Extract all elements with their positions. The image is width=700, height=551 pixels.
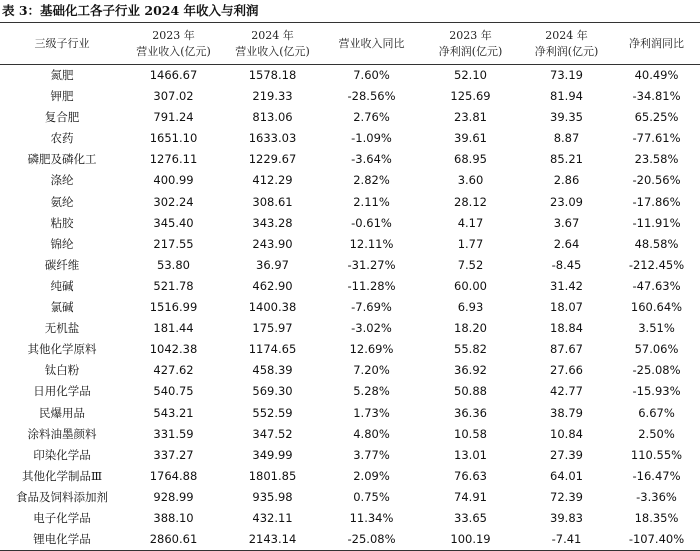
- revenue-2024: 349.99: [252, 447, 293, 462]
- revenue-yoy: -3.02%: [351, 321, 392, 336]
- table-row: [0, 128, 700, 149]
- profit-yoy: 3.51%: [638, 321, 675, 336]
- profit-2024: -7.41: [520, 529, 613, 551]
- profit-yoy: -107.40%: [613, 529, 700, 551]
- revenue-2024: 1400.38: [248, 300, 297, 315]
- revenue-2024: 1174.65: [248, 342, 297, 357]
- profit-yoy: 18.35%: [634, 510, 679, 525]
- profit-2024: 2.86: [553, 173, 580, 188]
- profit-2024: -8.45: [551, 257, 582, 272]
- subindustry-name: 氯碱: [50, 300, 74, 315]
- profit-2024: 85.21: [550, 152, 583, 167]
- header-line: 净利润(亿元): [534, 44, 599, 58]
- table-row: [0, 192, 700, 213]
- profit-2023: 1.77: [457, 236, 484, 251]
- header-line: 净利润同比: [629, 36, 684, 50]
- header-row: [0, 23, 700, 65]
- revenue-2024: 347.52: [252, 426, 293, 441]
- header-profit-2024: [520, 23, 613, 65]
- revenue-2023: 1042.38: [149, 342, 198, 357]
- revenue-yoy: -1.09%: [351, 131, 392, 146]
- profit-yoy: -25.08%: [632, 363, 681, 378]
- profit-yoy: -15.93%: [632, 384, 681, 399]
- revenue-yoy: -28.56%: [347, 89, 396, 104]
- revenue-2023: 331.59: [153, 426, 194, 441]
- profit-2023: 33.65: [454, 510, 487, 525]
- table-row: [0, 297, 700, 318]
- header-line: 营业收入(亿元): [235, 44, 310, 58]
- profit-2024: 81.94: [550, 89, 583, 104]
- subindustry-name: 碳纤维: [44, 257, 80, 272]
- table-row: [0, 65, 700, 87]
- revenue-2023: 1516.99: [149, 300, 198, 315]
- subindustry-name: 氨纶: [50, 194, 74, 209]
- profit-2023: 10.58: [454, 426, 487, 441]
- table-row: [0, 234, 700, 255]
- subindustry-name: 锂电化学品: [0, 529, 124, 551]
- revenue-yoy: 2.82%: [353, 173, 390, 188]
- revenue-2023: 427.62: [153, 363, 194, 378]
- table-row: [0, 445, 700, 466]
- profit-yoy: 40.49%: [634, 68, 679, 82]
- revenue-2023: 928.99: [153, 489, 194, 504]
- revenue-2023: 53.80: [157, 257, 190, 272]
- profit-2024: 27.66: [550, 363, 583, 378]
- table-row: [0, 170, 700, 191]
- subindustry-name: 农药: [50, 131, 74, 146]
- revenue-2023: 540.75: [153, 384, 194, 399]
- profit-2024: 64.01: [550, 468, 583, 483]
- profit-2024: 31.42: [550, 278, 583, 293]
- subindustry-name: 粘胶: [50, 215, 74, 230]
- revenue-yoy: -31.27%: [347, 257, 396, 272]
- header-line: 2024 年: [251, 28, 294, 42]
- table-row: [0, 318, 700, 339]
- revenue-yoy: 2.09%: [353, 468, 390, 483]
- revenue-2024: 175.97: [252, 321, 293, 336]
- table-row: [0, 276, 700, 297]
- profit-2023: 3.60: [457, 173, 484, 188]
- subindustry-name: 其他化学原料: [27, 342, 97, 357]
- profit-2023: 36.36: [454, 405, 487, 420]
- revenue-2023: 345.40: [153, 215, 194, 230]
- profit-yoy: -47.63%: [632, 278, 681, 293]
- profit-2024: 18.07: [550, 300, 583, 315]
- profit-yoy: 23.58%: [634, 152, 679, 167]
- profit-2023: 28.12: [454, 194, 487, 209]
- subindustry-name: 钛白粉: [44, 363, 80, 378]
- header-line: 营业收入同比: [338, 36, 405, 50]
- header-revenue-2024: [223, 23, 322, 65]
- profit-2023: 125.69: [450, 89, 491, 104]
- header-revenue-yoy: [322, 23, 421, 65]
- revenue-2024: 219.33: [252, 89, 293, 104]
- revenue-yoy: 7.20%: [353, 363, 390, 378]
- revenue-yoy: 11.34%: [349, 510, 394, 525]
- profit-2023: 55.82: [454, 342, 487, 357]
- revenue-yoy: 3.77%: [353, 447, 390, 462]
- header-revenue-2023: [124, 23, 223, 65]
- profit-2024: 27.39: [550, 447, 583, 462]
- profit-yoy: 48.58%: [634, 236, 679, 251]
- subindustry-name: 纯碱: [50, 278, 74, 293]
- profit-2023: 50.88: [454, 384, 487, 399]
- revenue-2024: 552.59: [252, 405, 293, 420]
- revenue-2023: 388.10: [153, 510, 194, 525]
- revenue-2024: 2143.14: [223, 529, 322, 551]
- revenue-2024: 432.11: [252, 510, 293, 525]
- table-body: [0, 65, 700, 551]
- profit-2023: 100.19: [421, 529, 520, 551]
- table-row: [0, 403, 700, 424]
- revenue-yoy: 12.11%: [349, 236, 394, 251]
- revenue-yoy: 12.69%: [349, 342, 394, 357]
- table-row: [0, 487, 700, 508]
- revenue-2024: 1633.03: [248, 131, 297, 146]
- industry-revenue-profit-table: [0, 22, 700, 551]
- revenue-2024: 36.97: [256, 257, 289, 272]
- revenue-yoy: -0.61%: [351, 215, 392, 230]
- profit-2023: 23.81: [454, 110, 487, 125]
- revenue-2023: 302.24: [153, 194, 194, 209]
- profit-yoy: -17.86%: [632, 194, 681, 209]
- subindustry-name: 日用化学品: [33, 384, 91, 399]
- header-line: 三级子行业: [34, 36, 90, 50]
- revenue-yoy: -7.69%: [351, 300, 392, 315]
- profit-2023: 36.92: [454, 363, 487, 378]
- revenue-yoy: 5.28%: [353, 384, 390, 399]
- subindustry-name: 钾肥: [50, 89, 74, 104]
- revenue-yoy: 2.11%: [353, 194, 390, 209]
- profit-2023: 76.63: [454, 468, 487, 483]
- profit-2023: 74.91: [454, 489, 487, 504]
- revenue-2023: 400.99: [153, 173, 194, 188]
- table-row: [0, 255, 700, 276]
- header-line: 2024 年: [545, 28, 588, 42]
- profit-2024: 42.77: [550, 384, 583, 399]
- revenue-yoy: 2.76%: [353, 110, 390, 125]
- revenue-yoy: -3.64%: [351, 152, 392, 167]
- profit-yoy: -3.36%: [636, 489, 677, 504]
- revenue-yoy: 7.60%: [353, 68, 390, 82]
- subindustry-name: 锦纶: [50, 236, 74, 251]
- profit-2024: 23.09: [550, 194, 583, 209]
- table-row: [0, 529, 700, 551]
- header-line: 净利润(亿元): [438, 44, 503, 58]
- profit-2024: 2.64: [553, 236, 580, 251]
- revenue-2023: 1651.10: [149, 131, 198, 146]
- subindustry-name: 无机盐: [44, 321, 80, 336]
- table-row: [0, 213, 700, 234]
- profit-2024: 73.19: [550, 68, 583, 82]
- revenue-2023: 217.55: [153, 236, 194, 251]
- table-row: [0, 339, 700, 360]
- table-row: [0, 508, 700, 529]
- subindustry-name: 印染化学品: [33, 447, 91, 462]
- revenue-2023: 1276.11: [149, 152, 198, 167]
- revenue-2023: 1764.88: [149, 468, 198, 483]
- profit-yoy: 160.64%: [630, 300, 683, 315]
- revenue-2024: 813.06: [252, 110, 293, 125]
- header-line: 2023 年: [152, 28, 195, 42]
- revenue-yoy: 0.75%: [353, 489, 390, 504]
- revenue-2024: 1801.85: [248, 468, 297, 483]
- header-line: 营业收入(亿元): [136, 44, 211, 58]
- profit-2024: 10.84: [550, 426, 583, 441]
- revenue-2024: 412.29: [252, 173, 293, 188]
- revenue-2024: 1578.18: [248, 68, 297, 82]
- profit-yoy: -34.81%: [632, 89, 681, 104]
- subindustry-name: 其他化学制品Ⅲ: [21, 468, 103, 483]
- revenue-yoy: 4.80%: [353, 426, 390, 441]
- subindustry-name: 电子化学品: [33, 510, 91, 525]
- revenue-2024: 243.90: [252, 236, 293, 251]
- revenue-2023: 181.44: [153, 321, 194, 336]
- profit-2023: 68.95: [454, 152, 487, 167]
- profit-2023: 7.52: [457, 257, 484, 272]
- revenue-2023: 521.78: [153, 278, 194, 293]
- table-row: [0, 466, 700, 487]
- revenue-2023: 337.27: [153, 447, 194, 462]
- subindustry-name: 涤纶: [50, 173, 74, 188]
- header-line: 2023 年: [449, 28, 492, 42]
- profit-2024: 3.67: [553, 215, 580, 230]
- subindustry-name: 食品及饲料添加剂: [16, 489, 108, 504]
- revenue-2024: 458.39: [252, 363, 293, 378]
- revenue-2024: 308.61: [252, 194, 293, 209]
- revenue-2024: 343.28: [252, 215, 293, 230]
- header-profit-yoy: [613, 23, 700, 65]
- profit-2024: 18.84: [550, 321, 583, 336]
- revenue-2024: 935.98: [252, 489, 293, 504]
- profit-2023: 52.10: [454, 68, 487, 82]
- revenue-yoy: -25.08%: [322, 529, 421, 551]
- profit-yoy: -16.47%: [632, 468, 681, 483]
- profit-2023: 39.61: [454, 131, 487, 146]
- subindustry-name: 磷肥及磷化工: [27, 152, 97, 167]
- profit-yoy: 2.50%: [638, 426, 675, 441]
- table-row: [0, 107, 700, 128]
- profit-yoy: -20.56%: [632, 173, 681, 188]
- revenue-2023: 307.02: [153, 89, 194, 104]
- profit-yoy: 57.06%: [634, 342, 679, 357]
- revenue-2023: 543.21: [153, 405, 194, 420]
- profit-yoy: 65.25%: [634, 110, 679, 125]
- profit-2024: 38.79: [550, 405, 583, 420]
- table-title: 表 3：基础化工各子行业 2024 年收入与利润: [2, 3, 259, 18]
- subindustry-name: 民爆用品: [39, 405, 85, 420]
- table-row: [0, 360, 700, 381]
- table-row: [0, 86, 700, 107]
- header-subindustry: [0, 23, 124, 65]
- revenue-2023: 791.24: [153, 110, 194, 125]
- profit-2023: 6.93: [457, 300, 484, 315]
- subindustry-name: 氮肥: [50, 68, 74, 82]
- revenue-2023: 1466.67: [149, 68, 198, 82]
- profit-2024: 87.67: [550, 342, 583, 357]
- profit-yoy: -77.61%: [632, 131, 681, 146]
- profit-yoy: 6.67%: [638, 405, 675, 420]
- profit-2024: 8.87: [553, 131, 580, 146]
- table-row: [0, 424, 700, 445]
- profit-2023: 60.00: [454, 278, 487, 293]
- subindustry-name: 复合肥: [44, 110, 80, 125]
- revenue-2024: 1229.67: [248, 152, 297, 167]
- profit-2024: 39.83: [550, 510, 583, 525]
- revenue-2024: 462.90: [252, 278, 293, 293]
- profit-2023: 4.17: [457, 215, 484, 230]
- revenue-yoy: 1.73%: [353, 405, 390, 420]
- revenue-yoy: -11.28%: [347, 278, 396, 293]
- profit-yoy: 110.55%: [630, 447, 683, 462]
- profit-2024: 72.39: [550, 489, 583, 504]
- revenue-2023: 2860.61: [124, 529, 223, 551]
- profit-2023: 13.01: [454, 447, 487, 462]
- table-row: [0, 149, 700, 170]
- header-profit-2023: [421, 23, 520, 65]
- profit-2023: 18.20: [454, 321, 487, 336]
- profit-yoy: -11.91%: [632, 215, 681, 230]
- subindustry-name: 涂料油墨颜料: [27, 426, 97, 441]
- table-row: [0, 381, 700, 402]
- profit-2024: 39.35: [550, 110, 583, 125]
- profit-yoy: -212.45%: [628, 257, 685, 272]
- revenue-2024: 569.30: [252, 384, 293, 399]
